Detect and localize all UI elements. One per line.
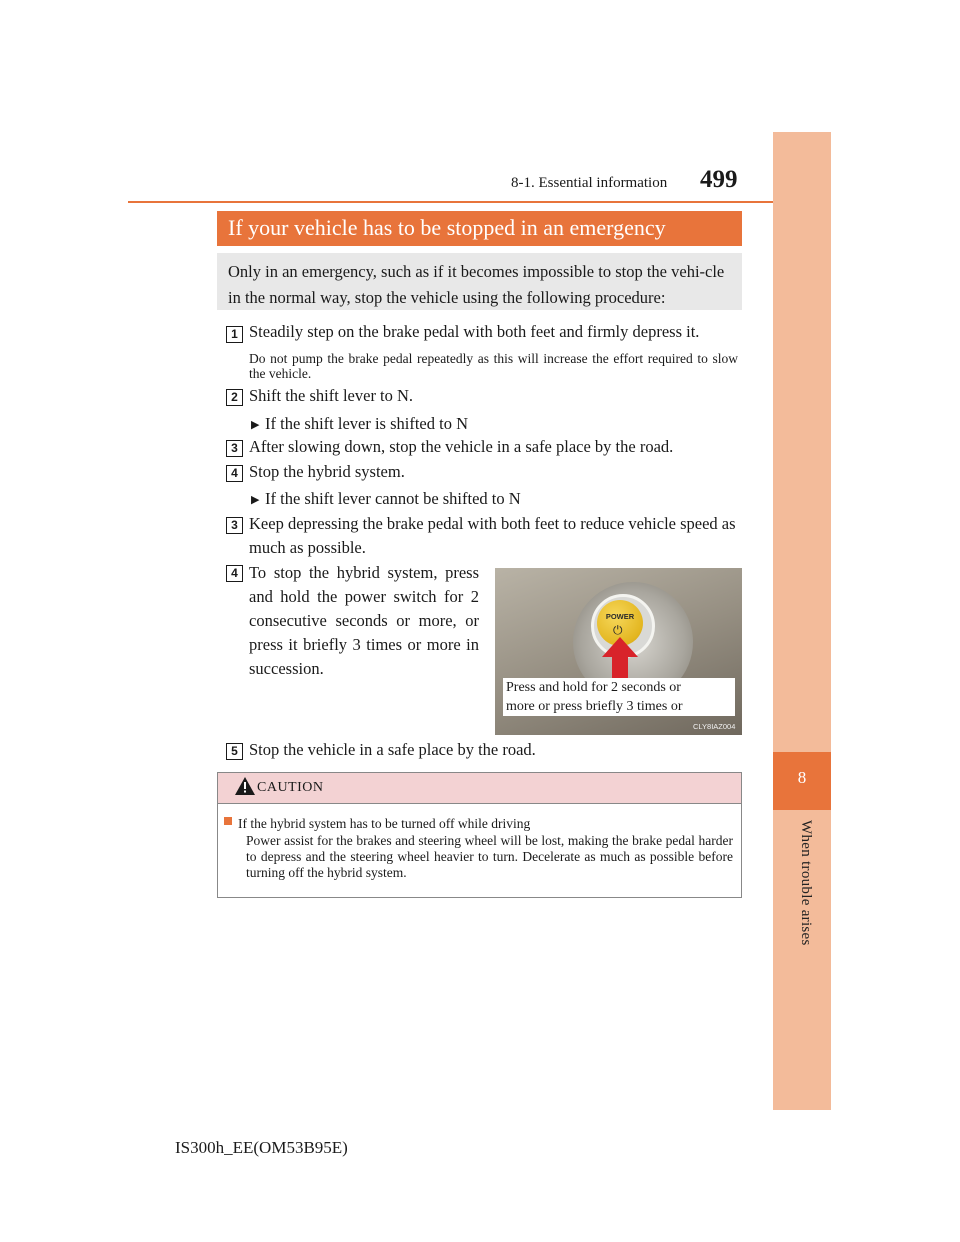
page-number: 499 xyxy=(700,166,738,193)
branch-a-label: If the shift lever is shifted to N xyxy=(265,414,468,433)
chapter-side-tab xyxy=(773,132,831,1110)
callout-line-1: Press and hold for 2 seconds or xyxy=(506,680,681,695)
power-icon: ⏻ xyxy=(613,623,623,637)
step-badge-3b: 3 xyxy=(226,517,243,534)
step-3a-text: After slowing down, stop the vehicle in a safe place by the road. xyxy=(249,437,674,456)
caution-body: Power assist for the brakes and steering wheel will be lost, making the brake pedal harder to depress and the steering wheel heavier to turn. Decelerate as much as possible before turning off the hybrid system. xyxy=(246,833,733,880)
step-2-text: Shift the shift lever to N. xyxy=(249,386,414,405)
chapter-label: When trouble arises xyxy=(798,820,814,946)
step-badge-2: 2 xyxy=(226,389,243,406)
caution-bullet-icon xyxy=(224,817,232,825)
chapter-number: 8 xyxy=(797,768,807,787)
step-badge-5: 5 xyxy=(226,743,243,760)
power-switch-illustration xyxy=(495,568,742,735)
branch-b-label: If the shift lever cannot be shifted to N xyxy=(265,489,521,508)
branch-arrow-icon: ▶ xyxy=(251,494,260,506)
header-rule xyxy=(128,201,773,203)
step-3b-text: Keep depressing the brake pedal with both feet to reduce vehicle speed as much as possible. xyxy=(249,514,736,557)
step-badge-1: 1 xyxy=(226,326,243,343)
callout-line-2: more or press briefly 3 times or xyxy=(506,699,683,714)
step-1-note: Do not pump the brake pedal repeatedly as this will increase the effort required to slow the vehicle. xyxy=(249,351,738,381)
warning-icon xyxy=(235,777,255,795)
caution-title: If the hybrid system has to be turned off while driving xyxy=(238,816,531,831)
step-4a-text: Stop the hybrid system. xyxy=(249,462,405,481)
step-1-text: Steadily step on the brake pedal with both feet and firmly depress it. xyxy=(249,322,700,341)
figure-code: CLY8IAZ004 xyxy=(693,722,736,731)
intro-text: Only in an emergency, such as if it becomes impossible to stop the vehi-cle in the normal way, stop the vehicle using the following procedure: xyxy=(228,262,725,307)
branch-arrow-icon: ▶ xyxy=(251,419,260,431)
page-heading: If your vehicle has to be stopped in an emergency xyxy=(228,215,666,240)
step-badge-4a: 4 xyxy=(226,465,243,482)
step-badge-3a: 3 xyxy=(226,440,243,457)
power-button-label: POWER xyxy=(605,612,635,621)
press-arrow-icon xyxy=(602,637,638,683)
step-4b-text: To stop the hybrid system, press and hold the power switch for 2 consecutive seconds or more, or press it briefly 3 times or more in succession. xyxy=(249,563,479,678)
figure-callout xyxy=(503,678,735,716)
section-title: 8-1. Essential information xyxy=(511,175,668,191)
footer-model-code: IS300h_EE(OM53B95E) xyxy=(175,1138,348,1157)
caution-label: CAUTION xyxy=(257,780,324,795)
step-5-text: Stop the vehicle in a safe place by the road. xyxy=(249,740,536,759)
step-badge-4b: 4 xyxy=(226,565,243,582)
